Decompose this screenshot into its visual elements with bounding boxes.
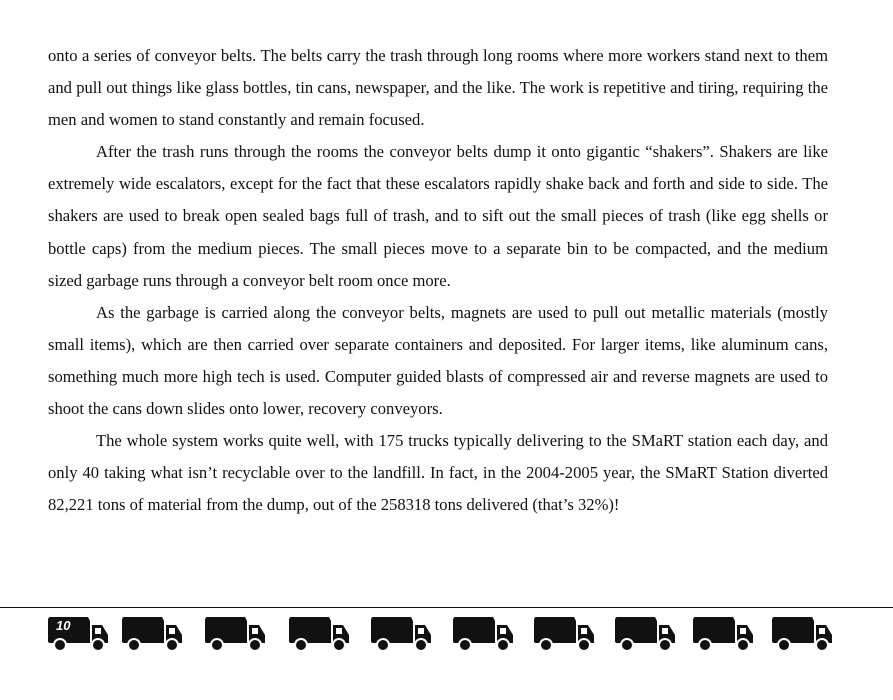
garbage-truck-icon (287, 613, 351, 653)
body-text (48, 40, 828, 521)
paragraph-shakers: After the trash runs through the rooms the conveyor belts dump it onto gigantic “shakers”. Shakers are like extremely wide escalators, except for the fact that these escalators rapidly shake back and forth and side to side. The shakers are used to break open sealed bags full of trash, and to sift out the small pieces of trash (like egg shells or bottle caps) from the medium pieces. The small pieces move to a separate bin to be compacted, and the medium sized garbage runs through a conveyor belt room once more. (48, 142, 828, 290)
garbage-truck-icon (451, 613, 515, 653)
footer-rule (0, 607, 893, 608)
garbage-truck-icon (369, 613, 433, 653)
garbage-truck-icon (120, 613, 184, 653)
garbage-truck-icon (613, 613, 677, 653)
paragraph-continuation: onto a series of conveyor belts. The belts carry the trash through long rooms where more workers stand next to them and pull out things like glass bottles, tin cans, newspaper, and the like. The work is repetitive and tiring, requiring the men and women to stand constantly and remain focused. (48, 46, 828, 130)
garbage-truck-icon (691, 613, 755, 653)
garbage-truck-icon (46, 613, 110, 653)
garbage-truck-icon (532, 613, 596, 653)
paragraph-magnets: As the garbage is carried along the conveyor belts, magnets are used to pull out metallic materials (mostly small items), which are then carried over separate containers and deposited. For larger items, like aluminum cans, something much more high tech is used. Computer guided blasts of compressed air and reverse magnets are used to shoot the cans down slides onto lower, recovery conveyors. (48, 302, 828, 419)
garbage-truck-icon (203, 613, 267, 653)
garbage-truck-icon (770, 613, 834, 653)
paragraph-results: The whole system works quite well, with 175 trucks typically delivering to the SMaRT station each day, and only 40 taking what isn’t recyclable over to the landfill. In fact, in the 2004-2005 year, the SMaRT Station diverted 82,221 tons of material from the dump, out of the 258318 tons delivered (that’s 32%)! (48, 431, 828, 515)
footer-truck-row (46, 613, 846, 655)
page-number: 10 (56, 618, 71, 633)
